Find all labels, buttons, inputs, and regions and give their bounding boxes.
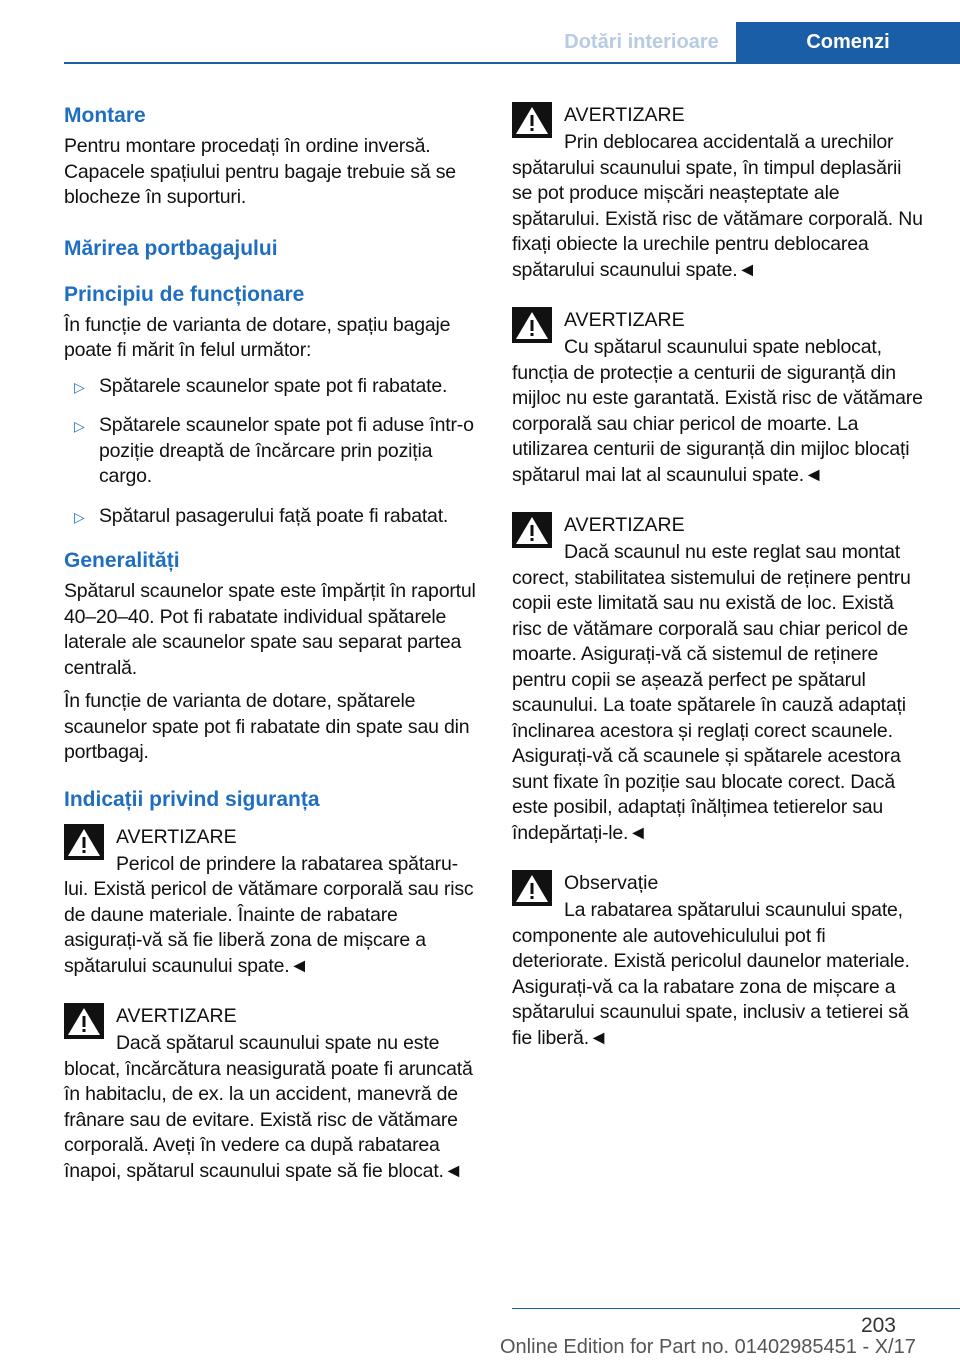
- warning-block: [64, 822, 478, 980]
- warning-title: AVERTIZARE: [116, 825, 237, 848]
- warning-title: AVERTIZARE: [564, 514, 685, 536]
- right-column: [512, 100, 926, 1073]
- paragraph-generalitati-1: Spătarul scaunelor spate este împărțit în raportul 40–20–40. Pot fi rabatate individual spătarele laterale ale scaunelor spate sau separat partea centrală.: [64, 580, 476, 679]
- warning-first-line: Dacă scaunul nu este reglat sau montat: [564, 541, 901, 563]
- triangle-right-bullet-icon: ▷: [74, 378, 85, 395]
- warning-triangle-icon: [512, 870, 552, 906]
- warning-first-line: Pericol de prindere la rabatarea spătaru-: [116, 852, 458, 875]
- triangle-right-bullet-icon: ▷: [74, 418, 85, 434]
- page-number: 203: [860, 1314, 896, 1337]
- note-body: componente ale autovehiculului pot fi deteriorate. Există pericolul daunelor materiale. Asigurați-vă ca la rabatare zona de mișcare a spătarului scaunului spate, inclusiv a tetierei să fie liberă.◄: [512, 924, 910, 1049]
- warning-title: AVERTIZARE: [564, 104, 685, 126]
- warning-triangle-icon: [512, 102, 552, 138]
- tab-comenzi[interactable]: Comenzi: [736, 22, 960, 62]
- warning-title: AVERTIZARE: [564, 309, 685, 331]
- warning-body: funcția de protecție a centurii de siguranță din mijloc nu este garantată. Există risc de vătămare corporală sau chiar pericol de moarte. La utilizarea centurii de siguranță din mijloc blocați spătarul mai lat al scaunului spate.◄: [512, 361, 923, 486]
- heading-generalitati: Generalități: [64, 549, 180, 572]
- warning-triangle-icon: [512, 512, 552, 548]
- warning-triangle-icon: [64, 1003, 104, 1039]
- heading-principiu: Principiu de funcționare: [64, 282, 305, 306]
- edition-text: Online Edition for Part no. 01402985451 - X/17: [500, 1336, 916, 1358]
- header-divider: [64, 62, 960, 64]
- note-block: [512, 868, 926, 1051]
- warning-first-line: Dacă spătarul scaunului spate nu este: [116, 1032, 440, 1054]
- warning-triangle-icon: [512, 307, 552, 343]
- list-item: ▷ Spătarele scaunelor spate pot fi rabatate.: [64, 374, 478, 400]
- warning-body: corect, stabilitatea sistemului de reținere pentru copii este limitată sau nu există de loc. Există risc de vătămare corporală sau chiar pericol de moarte. Asigurați-vă că sistemul de reținere pentru copii se așează perfect pe spătarul scaunului. La toate spătarele în cauză adaptați înclinarea acestora și reglați corect scaunele. Asigurați-vă că scaunele și spătarele acestora sunt fixate în poziție sau blocate corect. Dacă este posibil, adaptați înălțimea tetierelor sau îndepărtați-le.◄: [512, 566, 911, 844]
- footer-divider: [512, 1308, 960, 1309]
- heading-montare: Montare: [64, 104, 146, 127]
- paragraph-principiu: În funcție de varianta de dotare, spațiu bagaje poate fi mărit în felul următor:: [64, 313, 451, 361]
- left-column: [64, 100, 478, 1206]
- paragraph-generalitati-2: În funcție de varianta de dotare, spătarele scaunelor spate pot fi rabatate din spate sau din portbagaj.: [64, 690, 470, 763]
- triangle-right-bullet-icon: ▷: [74, 508, 85, 525]
- tab-dotari-interioare[interactable]: Dotări interioare: [564, 30, 719, 53]
- list-item: ▷ Spătarele scaunelor spate pot fi aduse într-o poziție dreaptă de încărcare prin poziția cargo.: [74, 414, 474, 487]
- note-title: Observație: [564, 872, 659, 894]
- paragraph-montare: Pentru montare procedați în ordine inversă. Capacele spațiului pentru bagaje trebuie să se blocheze în suporturi.: [64, 135, 456, 208]
- warning-body: lui. Există pericol de vătămare corporală sau risc de daune materiale. Înainte de rabatare asigurați-vă să fie liberă zona de mișcare a spătarului scaunului spate.◄: [64, 878, 474, 977]
- warning-first-line: Prin deblocarea accidentală a urechilor: [564, 131, 894, 153]
- warning-first-line: Cu spătarul scaunului spate neblocat,: [564, 336, 882, 358]
- list-item: ▷ Spătarul pasagerului față poate fi rabatat.: [64, 504, 478, 530]
- heading-indicatii-siguranta: Indicații privind siguranța: [64, 787, 320, 811]
- warning-block: [512, 100, 926, 283]
- warning-triangle-icon: [64, 824, 104, 860]
- bullet-list: [64, 374, 478, 530]
- heading-marirea-portbagajului: Mărirea portbagajului: [64, 236, 278, 260]
- warning-block: [512, 305, 926, 488]
- warning-block: [64, 1001, 478, 1184]
- warning-block: [512, 510, 926, 846]
- warning-body: spătarului scaunului spate, în timpul deplasării se pot produce mișcări neașteptate ale spătarului. Există risc de vătămare corporală. Nu fixați obiecte la urechile pentru deblocarea spătarului scaunului spate.◄: [512, 156, 923, 281]
- warning-title: AVERTIZARE: [116, 1005, 237, 1027]
- warning-body: blocat, încărcătura neasigurată poate fi aruncată în habitaclu, de ex. la un accident, manevră de frânare sau de evitare. Există risc de vătămare corporală. Aveți în vedere ca după rabatarea înapoi, spătarul scaunului spate să fie blocat.◄: [64, 1057, 473, 1182]
- note-first-line: La rabatarea spătarului scaunului spate,: [564, 899, 903, 921]
